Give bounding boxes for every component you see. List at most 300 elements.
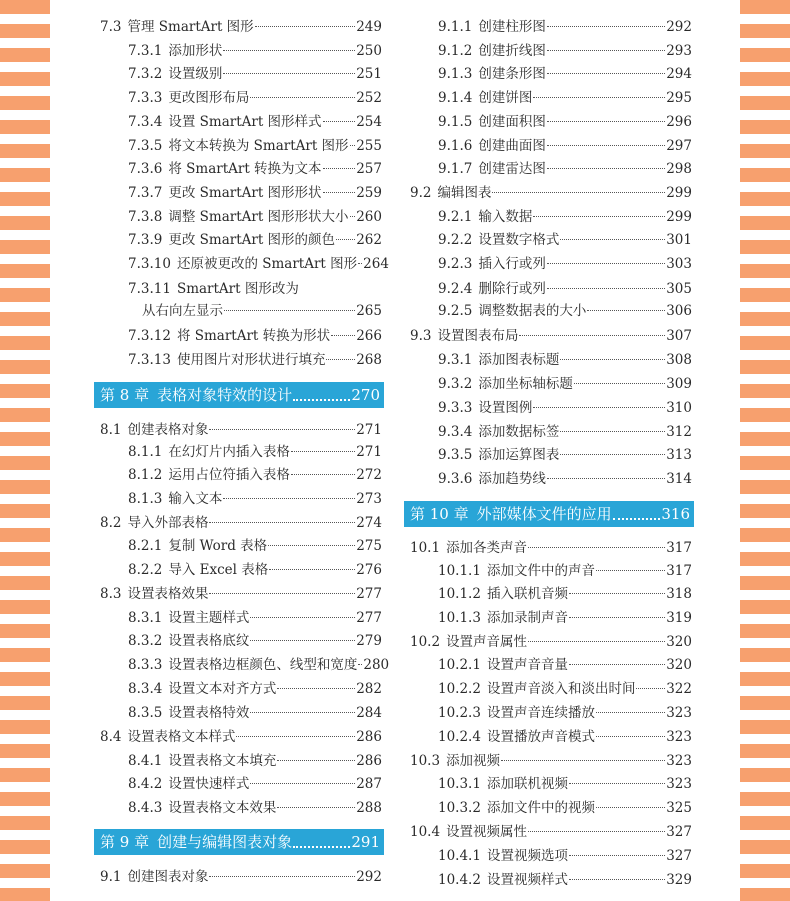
entry-title: 添加坐标轴标题 [478,376,573,392]
entry-title: 还原被更改的 SmartArt 图形 [176,256,358,272]
entry-number: 9.2.1 [438,209,473,225]
entry-title: 添加数据标签 [478,424,560,440]
dot-leader [277,807,355,808]
entry-title: 设置表格边框颜色、线型和宽度 [168,657,358,673]
entry-page-number: 293 [666,43,692,59]
toc-subsection-entry[interactable] [128,773,382,796]
entry-page-number: 268 [356,352,382,368]
entry-page-number: 279 [356,633,382,649]
toc-subsection-entry[interactable] [438,468,692,491]
entry-title: 设置数字格式 [478,232,560,248]
entry-number: 9.1 [100,869,122,885]
toc-subsection-entry[interactable] [128,535,382,558]
entry-number: 7.3.4 [128,114,163,130]
entry-number: 8.3.4 [128,681,163,697]
dot-leader [323,192,356,193]
decorative-stripes-left [0,0,50,901]
entry-page-number: 250 [356,43,382,59]
toc-subsection-entry[interactable] [128,229,382,252]
toc-subsection-entry[interactable] [438,16,692,39]
toc-section-entry[interactable] [410,182,692,205]
entry-page-number: 286 [356,729,382,745]
entry-number: 10.1.1 [438,563,481,579]
toc-subsection-entry[interactable] [142,300,382,323]
entry-title: 更改图形布局 [168,90,250,106]
toc-subsection-entry[interactable] [128,135,382,158]
toc-section-entry[interactable] [100,419,382,442]
dot-leader [250,97,355,98]
entry-page-number: 273 [356,491,382,507]
entry-title: 使用图片对形状进行填充 [176,352,326,368]
entry-number: 8.1.2 [128,467,163,483]
toc-subsection-entry[interactable] [128,278,382,301]
entry-page-number: 297 [666,138,692,154]
entry-number: 7.3.7 [128,185,163,201]
entry-page-number: 308 [666,352,692,368]
toc-subsection-entry[interactable] [438,702,692,725]
entry-number: 9.1.2 [438,43,473,59]
dot-leader [277,688,355,689]
toc-subsection-entry[interactable] [438,444,692,467]
entry-title: 设置 SmartArt 图形样式 [168,114,322,130]
toc-subsection-entry[interactable] [438,654,692,677]
dot-leader [528,641,665,642]
toc-subsection-entry[interactable] [438,300,692,323]
toc-subsection-entry[interactable] [438,135,692,158]
entry-title: 输入数据 [478,209,533,225]
entry-page-number: 322 [666,681,692,697]
entry-number: 8.4.1 [128,753,163,769]
chapter-heading[interactable] [404,501,694,527]
entry-title: SmartArt 图形改为 [176,281,299,297]
entry-page-number: 288 [356,800,382,816]
toc-subsection-entry[interactable] [438,206,692,229]
entry-title: 设置表格底纹 [168,633,250,649]
entry-title: 添加文件中的声音 [486,563,595,579]
toc-subsection-entry[interactable] [128,559,382,582]
entry-title: 设置视频样式 [486,872,568,888]
toc-subsection-entry[interactable] [438,373,692,396]
entry-page-number: 252 [356,90,382,106]
entry-title: 设置图例 [478,400,533,416]
entry-page-number: 307 [666,328,692,344]
dot-leader [501,760,665,761]
dot-leader [250,712,355,713]
entry-title: 创建表格对象 [127,422,209,438]
entry-number: 7.3.5 [128,138,163,154]
entry-title: 添加形状 [168,43,223,59]
dot-leader [326,359,355,360]
entry-number: 9.3.1 [438,352,473,368]
entry-title: 导入 Excel 表格 [168,562,269,578]
entry-title: 管理 SmartArt 图形 [127,19,254,35]
entry-page-number: 295 [666,90,692,106]
entry-title: 添加趋势线 [478,471,546,487]
toc-section-entry[interactable] [100,866,382,889]
entry-number: 9.3.4 [438,424,473,440]
entry-number: 10.2.4 [438,729,481,745]
toc-section-entry[interactable] [100,583,382,606]
toc-subsection-entry[interactable] [128,158,382,181]
toc-subsection-entry[interactable] [438,158,692,181]
dot-leader [560,359,665,360]
entry-title: 从右向左显示 [142,303,223,319]
entry-title: 设置声音连续播放 [486,705,595,721]
toc-section-entry[interactable] [410,750,692,773]
entry-title: 设置表格效果 [127,586,209,602]
entry-title: 将文本转换为 SmartArt 图形 [168,138,349,154]
entry-title: 设置图表布局 [437,328,519,344]
dot-leader [596,712,665,713]
toc-subsection-entry[interactable] [438,40,692,63]
entry-page-number: 298 [666,161,692,177]
entry-number: 8.3.2 [128,633,163,649]
entry-title: 复制 Word 表格 [168,538,268,554]
entry-number: 7.3.9 [128,232,163,248]
entry-page-number: 292 [356,869,382,885]
dot-leader [528,831,665,832]
entry-number: 7.3.12 [128,328,171,344]
dot-leader [519,335,665,336]
entry-number: 9.2.5 [438,303,473,319]
entry-number: 8.3.3 [128,657,163,673]
entry-title: 添加联机视频 [486,776,568,792]
entry-title: 设置表格文本填充 [168,753,277,769]
dot-leader [569,617,665,618]
entry-title: 添加文件中的视频 [486,800,595,816]
entry-page-number: 270 [351,386,380,404]
dot-leader [547,168,665,169]
dot-leader [358,664,362,665]
entry-number: 9.1.4 [438,90,473,106]
dot-leader [569,783,665,784]
entry-number: 10.3.2 [438,800,481,816]
toc-subsection-entry[interactable] [128,40,382,63]
entry-title: 创建面积图 [478,114,546,130]
entry-page-number: 318 [666,586,692,602]
entry-title: 创建条形图 [478,66,546,82]
toc-subsection-entry[interactable] [438,229,692,252]
toc-subsection-entry[interactable] [128,630,382,653]
toc-subsection-entry[interactable] [438,583,692,606]
entry-page-number: 320 [666,634,692,650]
toc-section-entry[interactable] [100,512,382,535]
entry-title: 调整 SmartArt 图形形状大小 [168,209,349,225]
entry-title: 导入外部表格 [127,515,209,531]
toc-subsection-entry[interactable] [128,111,382,134]
entry-page-number: 317 [666,540,692,556]
toc-subsection-entry[interactable] [438,421,692,444]
toc-subsection-entry[interactable] [438,607,692,630]
dot-leader [533,216,665,217]
entry-title: 添加图表标题 [478,352,560,368]
entry-title: 设置级别 [168,66,223,82]
entry-title: 创建柱形图 [478,19,546,35]
entry-number: 7.3 [100,19,122,35]
toc-subsection-entry[interactable] [438,87,692,110]
dot-leader [224,310,355,311]
dot-leader [636,688,665,689]
entry-page-number: 314 [666,471,692,487]
entry-number: 10.4.1 [438,848,481,864]
entry-number: 8.2.2 [128,562,163,578]
entry-title: 创建曲面图 [478,138,546,154]
dot-leader [209,429,355,430]
toc-subsection-entry[interactable] [438,797,692,820]
toc-subsection-entry[interactable] [438,111,692,134]
toc-subsection-entry[interactable] [128,464,382,487]
toc-subsection-entry[interactable] [438,845,692,868]
toc-subsection-entry[interactable] [438,253,692,276]
entry-number: 7.3.10 [128,256,171,272]
entry-title: 设置表格文本效果 [168,800,277,816]
entry-page-number: 275 [356,538,382,554]
toc-subsection-entry[interactable] [128,253,389,276]
entry-title: 创建饼图 [478,90,533,106]
dot-leader [223,50,355,51]
toc-subsection-entry[interactable] [128,87,382,110]
entry-page-number: 323 [666,729,692,745]
entry-page-number: 325 [666,800,692,816]
entry-page-number: 292 [666,19,692,35]
toc-subsection-entry[interactable] [128,182,382,205]
toc-subsection-entry[interactable] [128,797,382,820]
entry-page-number: 271 [356,444,382,460]
dot-leader [569,855,665,856]
entry-number: 9.3.6 [438,471,473,487]
entry-number: 7.3.11 [128,281,171,297]
entry-page-number: 294 [666,66,692,82]
toc-subsection-entry[interactable] [128,488,382,511]
entry-title: 将 SmartArt 转换为形状 [176,328,331,344]
entry-number: 9.1.6 [438,138,473,154]
entry-title: 调整数据表的大小 [478,303,587,319]
entry-page-number: 280 [363,657,390,673]
entry-number: 9.2.4 [438,281,473,297]
dot-leader [596,807,665,808]
toc-section-entry[interactable] [100,726,382,749]
entry-title: 编辑图表 [437,185,492,201]
toc-subsection-entry[interactable] [128,678,382,701]
entry-number: 9.3.2 [438,376,473,392]
dot-leader [277,760,355,761]
toc-subsection-entry[interactable] [128,607,382,630]
toc-subsection-entry[interactable] [128,325,382,348]
toc-subsection-entry[interactable] [128,206,382,229]
toc-subsection-entry[interactable] [128,349,382,372]
dot-leader [533,407,665,408]
entry-number: 10.2.3 [438,705,481,721]
entry-number: 9.3.5 [438,447,473,463]
entry-number: 10.4.2 [438,872,481,888]
entry-title: 运用占位符插入表格 [168,467,290,483]
dot-leader [209,876,355,877]
entry-page-number: 284 [356,705,382,721]
entry-page-number: 309 [666,376,692,392]
entry-title: 设置表格文本样式 [127,729,236,745]
toc-section-entry[interactable] [410,821,692,844]
entry-page-number: 313 [666,447,692,463]
toc-subsection-entry[interactable] [128,750,382,773]
dot-leader [547,288,665,289]
toc-subsection-entry[interactable] [438,349,692,372]
entry-page-number: 296 [666,114,692,130]
dot-leader [569,664,665,665]
dot-leader [596,736,665,737]
dot-leader [250,640,355,641]
entry-number: 10.3.1 [438,776,481,792]
entry-title: 设置表格特效 [168,705,250,721]
entry-number: 9.1.5 [438,114,473,130]
entry-number: 9.1.7 [438,161,473,177]
entry-title: 设置声音淡入和淡出时间 [486,681,636,697]
entry-number: 9.1.1 [438,19,473,35]
dot-leader [560,454,665,455]
entry-page-number: 271 [356,422,382,438]
entry-number: 9.2.3 [438,256,473,272]
entry-title: 插入行或列 [478,256,546,272]
entry-page-number: 329 [666,872,692,888]
dot-leader [569,593,665,594]
entry-number: 10.2 [410,634,441,650]
toc-section-entry[interactable] [410,325,692,348]
toc-subsection-entry[interactable] [438,678,692,701]
entry-number: 8.1.1 [128,444,163,460]
entry-title: 创建雷达图 [478,161,546,177]
dot-leader [547,73,665,74]
entry-number: 10.3 [410,753,441,769]
dot-leader [560,239,665,240]
entry-title: 插入联机音频 [486,586,568,602]
toc-subsection-entry[interactable] [438,63,692,86]
entry-title: 创建折线图 [478,43,546,59]
entry-page-number: 254 [356,114,382,130]
entry-title: 创建与编辑图表对象 [157,833,293,851]
entry-page-number: 251 [356,66,382,82]
entry-page-number: 299 [666,185,692,201]
entry-number: 9.3.3 [438,400,473,416]
entry-page-number: 257 [356,161,382,177]
toc-subsection-entry[interactable] [128,441,382,464]
entry-page-number: 327 [666,848,692,864]
dot-leader [209,593,355,594]
toc-subsection-entry[interactable] [438,560,692,583]
entry-title: 输入文本 [168,491,223,507]
dot-leader [223,73,355,74]
chapter-heading[interactable] [94,829,384,855]
entry-number: 7.3.6 [128,161,163,177]
entry-title: 设置文本对齐方式 [168,681,277,697]
entry-number: 10.1.3 [438,610,481,626]
entry-title: 表格对象特效的设计 [157,386,293,404]
entry-page-number: 272 [356,467,382,483]
toc-subsection-entry[interactable] [128,654,390,677]
entry-title: 设置声音属性 [446,634,528,650]
dot-leader [547,26,665,27]
toc-section-entry[interactable] [100,16,382,39]
entry-number: 8.1.3 [128,491,163,507]
dot-leader [293,822,350,848]
entry-title: 设置视频选项 [486,848,568,864]
entry-page-number: 301 [666,232,692,248]
entry-title: 在幻灯片内插入表格 [168,444,290,460]
chapter-heading[interactable] [94,382,384,408]
dot-leader [269,569,355,570]
entry-number: 第 10 章 [410,505,469,523]
toc-subsection-entry[interactable] [128,702,382,725]
dot-leader [331,335,355,336]
entry-number: 第 8 章 [100,386,150,404]
entry-page-number: 266 [356,328,382,344]
dot-leader [569,879,665,880]
toc-subsection-entry[interactable] [438,726,692,749]
entry-page-number: 282 [356,681,382,697]
toc-subsection-entry[interactable] [438,869,692,892]
dot-leader [209,522,355,523]
toc-section-entry[interactable] [410,537,692,560]
dot-leader [223,498,355,499]
entry-title: 设置播放声音模式 [486,729,595,745]
entry-number: 第 9 章 [100,833,150,851]
entry-number: 9.2.2 [438,232,473,248]
entry-number: 8.2 [100,515,122,531]
entry-page-number: 274 [356,515,382,531]
entry-page-number: 264 [363,256,389,272]
entry-page-number: 312 [666,424,692,440]
dot-leader [533,97,665,98]
dot-leader [528,547,665,548]
toc-subsection-entry[interactable] [438,773,692,796]
entry-title: 设置声音音量 [486,657,568,673]
dot-leader [323,121,356,122]
dot-leader [358,263,362,264]
entry-page-number: 310 [666,400,692,416]
entry-title: 删除行或列 [478,281,546,297]
entry-title: 创建图表对象 [127,869,209,885]
entry-page-number: 287 [356,776,382,792]
entry-number: 9.1.3 [438,66,473,82]
toc-subsection-entry[interactable] [438,278,692,301]
dot-leader [250,617,355,618]
dot-leader [293,375,350,401]
dot-leader [336,239,355,240]
toc-subsection-entry[interactable] [438,397,692,420]
entry-number: 7.3.8 [128,209,163,225]
entry-number: 9.2 [410,185,432,201]
dot-leader [350,216,356,217]
dot-leader [547,263,665,264]
entry-number: 7.3.3 [128,90,163,106]
entry-page-number: 323 [666,776,692,792]
toc-subsection-entry[interactable] [128,63,382,86]
entry-number: 10.4 [410,824,441,840]
entry-number: 8.3.5 [128,705,163,721]
toc-section-entry[interactable] [410,631,692,654]
entry-title: 设置视频属性 [446,824,528,840]
entry-page-number: 317 [666,563,692,579]
entry-page-number: 299 [666,209,692,225]
entry-number: 8.2.1 [128,538,163,554]
dot-leader [236,736,355,737]
entry-title: 更改 SmartArt 图形形状 [168,185,322,201]
entry-number: 8.3 [100,586,122,602]
dot-leader [574,383,665,384]
entry-number: 7.3.13 [128,352,171,368]
entry-number: 8.4 [100,729,122,745]
entry-page-number: 286 [356,753,382,769]
dot-leader [560,431,665,432]
dot-leader [613,494,661,520]
